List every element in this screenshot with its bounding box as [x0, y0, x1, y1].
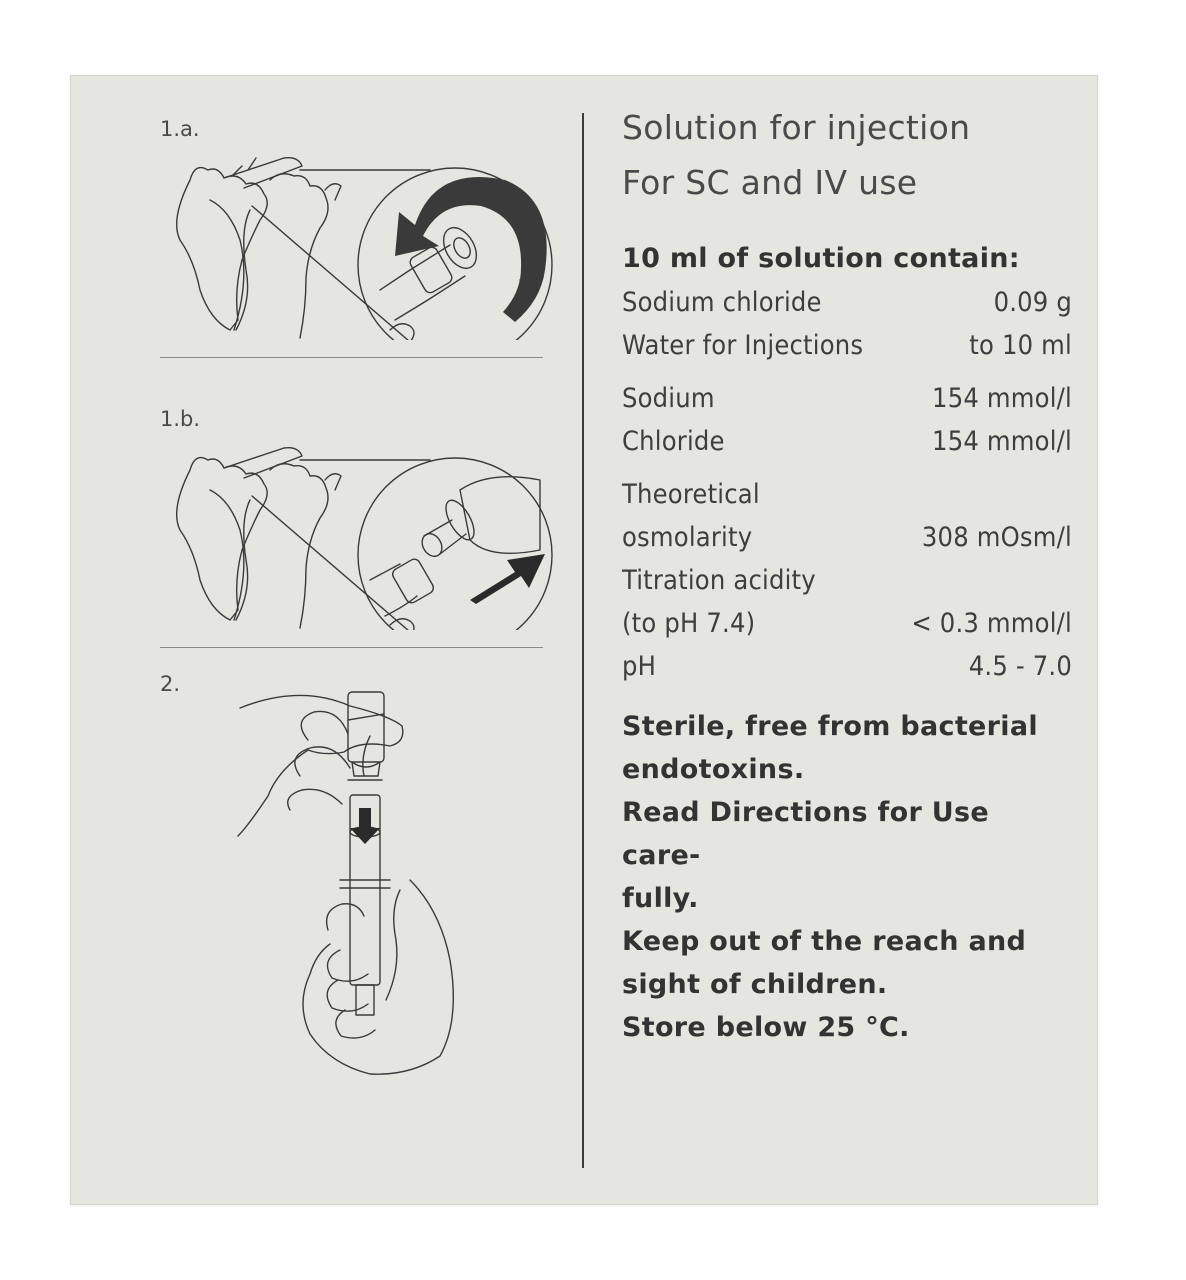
composition-row	[622, 281, 1072, 324]
row-value: 4.5 - 7.0	[968, 651, 1072, 682]
composition-row	[622, 324, 1072, 367]
row-value: < 0.3 mmol/l	[911, 608, 1072, 639]
row-value: 308 mOsm/l	[921, 522, 1072, 553]
composition-row	[622, 645, 1072, 688]
carton-panel	[70, 75, 1098, 1205]
divider	[160, 647, 543, 648]
row-name: Water for Injections	[622, 330, 864, 361]
composition-heading	[622, 243, 1072, 274]
composition-row	[622, 420, 1072, 463]
rotate-arrow-icon	[395, 177, 547, 322]
composition-row	[622, 516, 1072, 559]
directions-note-line-1: Read Directions for Use care-	[622, 797, 989, 871]
title-block	[622, 100, 1072, 210]
composition-heading-text: 10 ml of solution contain:	[622, 243, 1020, 274]
row-name: Chloride	[622, 426, 725, 457]
row-value: 154 mmol/l	[932, 383, 1072, 414]
composition-row	[622, 377, 1072, 420]
divider	[160, 357, 543, 358]
row-name: Sodium	[622, 383, 715, 414]
children-warning-line-1: Keep out of the reach and	[622, 926, 1027, 957]
composition-row	[622, 602, 1072, 645]
row-name: Titration acidity	[622, 565, 816, 596]
step-1a-label: 1.a.	[160, 117, 200, 141]
sterile-note-line-2: endotoxins.	[622, 754, 805, 785]
title-line-1: Solution for injection	[622, 108, 971, 147]
storage-note: Store below 25 °C.	[622, 1012, 910, 1043]
down-arrow-icon	[350, 808, 380, 844]
row-name: Sodium chloride	[622, 287, 822, 318]
step-1b-label: 1.b.	[160, 407, 201, 431]
row-value: 154 mmol/l	[932, 426, 1072, 457]
row-value: 0.09 g	[993, 287, 1072, 318]
row-name: pH	[622, 651, 657, 682]
row-name: osmolarity	[622, 522, 753, 553]
directions-note-line-2: fully.	[622, 883, 699, 914]
row-name: Theoretical	[622, 479, 760, 510]
composition-table	[622, 281, 1072, 688]
notes-block	[622, 705, 1072, 1049]
row-name: (to pH 7.4)	[622, 608, 756, 639]
column-divider	[582, 113, 584, 1168]
row-value: to 10 ml	[969, 330, 1072, 361]
children-warning-line-2: sight of children.	[622, 969, 888, 1000]
break-ampoule-twist-illustration	[160, 130, 560, 340]
step-2-label: 2.	[160, 672, 181, 696]
pull-arrow-icon	[470, 554, 545, 604]
composition-row	[622, 473, 1072, 516]
sterile-note-line-1: Sterile, free from bacterial	[622, 711, 1038, 742]
composition-row	[622, 559, 1072, 602]
draw-solution-syringe-illustration	[220, 680, 520, 1090]
break-ampoule-pull-illustration	[160, 420, 560, 630]
title-line-2: For SC and IV use	[622, 163, 918, 202]
